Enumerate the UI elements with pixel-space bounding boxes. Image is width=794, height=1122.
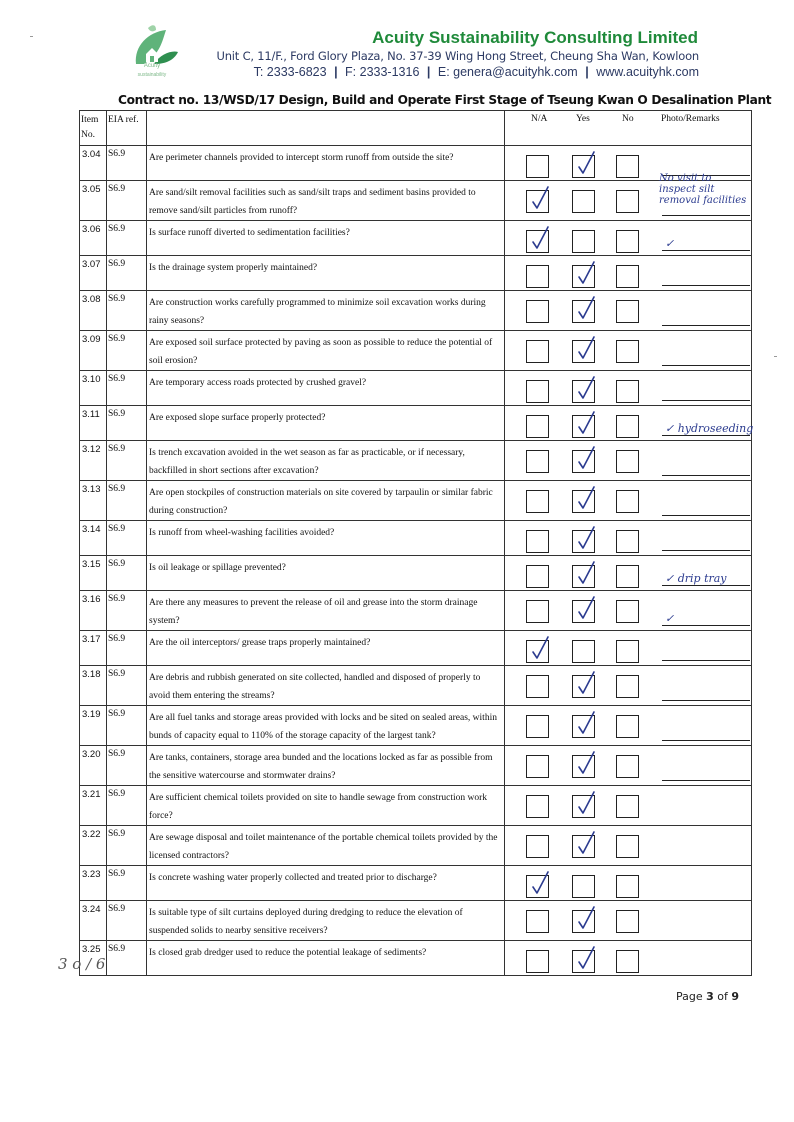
checkbox-na[interactable] — [526, 795, 549, 818]
question-text: Are sufficient chemical toilets provided on site to handle sewage from construction work force? — [147, 786, 505, 826]
eia-ref: S6.9 — [107, 901, 147, 941]
checkbox-yes[interactable] — [572, 755, 595, 778]
checkbox-na[interactable] — [526, 675, 549, 698]
table-row — [80, 556, 752, 591]
check-mark-icon — [575, 410, 597, 436]
checkbox-na[interactable] — [526, 380, 549, 403]
check-mark-icon — [529, 870, 551, 896]
checkbox-yes[interactable] — [572, 600, 595, 623]
checklist-body — [80, 146, 752, 976]
response-cell — [505, 221, 752, 256]
remark-line — [662, 250, 750, 251]
checkbox-no[interactable] — [616, 340, 639, 363]
question-text: Is the drainage system properly maintained? — [147, 256, 505, 291]
table-row — [80, 786, 752, 826]
remark-text[interactable]: ✓ hydroseeding — [665, 422, 754, 435]
check-mark-icon — [575, 295, 597, 321]
item-number: 3.23 — [80, 866, 107, 901]
response-cell — [505, 591, 752, 631]
item-number: 3.24 — [80, 901, 107, 941]
response-cell — [505, 521, 752, 556]
check-mark-icon — [529, 635, 551, 661]
question-text: Are there any measures to prevent the release of oil and grease into the storm drainage system? — [147, 591, 505, 631]
question-text: Is oil leakage or spillage prevented? — [147, 556, 505, 591]
header-no: No — [622, 114, 634, 124]
eia-ref: S6.9 — [107, 406, 147, 441]
header-eia-ref: EIA ref. — [107, 111, 147, 146]
remark-line — [662, 550, 750, 551]
checkbox-na[interactable] — [526, 910, 549, 933]
response-cell — [505, 866, 752, 901]
checkbox-na[interactable] — [526, 835, 549, 858]
table-row — [80, 591, 752, 631]
check-mark-icon — [575, 560, 597, 586]
scan-artifact — [30, 36, 33, 37]
eia-ref: S6.9 — [107, 441, 147, 481]
response-cell — [505, 631, 752, 666]
checkbox-na[interactable] — [526, 875, 549, 898]
checkbox-yes[interactable] — [572, 950, 595, 973]
check-mark-icon — [575, 335, 597, 361]
eia-ref: S6.9 — [107, 826, 147, 866]
response-cell — [505, 666, 752, 706]
response-cell — [505, 256, 752, 291]
item-number: 3.19 — [80, 706, 107, 746]
checkbox-na[interactable] — [526, 300, 549, 323]
response-cell — [505, 441, 752, 481]
checkbox-na[interactable] — [526, 640, 549, 663]
question-text: Is trench excavation avoided in the wet season as far as practicable, or if necessary, backfilled in short sections after excavation? — [147, 441, 505, 481]
remark-line — [662, 660, 750, 661]
checkbox-no[interactable] — [616, 490, 639, 513]
checkbox-no[interactable] — [616, 755, 639, 778]
eia-ref: S6.9 — [107, 256, 147, 291]
checkbox-na[interactable] — [526, 450, 549, 473]
eia-ref: S6.9 — [107, 556, 147, 591]
checkbox-no[interactable] — [616, 265, 639, 288]
check-mark-icon — [575, 905, 597, 931]
checkbox-na[interactable] — [526, 755, 549, 778]
checkbox-yes[interactable] — [572, 415, 595, 438]
remark-text[interactable]: ✓ drip tray — [665, 572, 727, 585]
item-number: 3.20 — [80, 746, 107, 786]
eia-ref: S6.9 — [107, 591, 147, 631]
question-text: Are tanks, containers, storage area bunded and the locations locked as far as possible from the sensitive watercourse and stormwater drains? — [147, 746, 505, 786]
table-row — [80, 371, 752, 406]
item-number: 3.06 — [80, 221, 107, 256]
response-cell — [505, 481, 752, 521]
checkbox-na[interactable] — [526, 600, 549, 623]
question-text: Are all fuel tanks and storage areas provided with locks and be sited on sealed areas, within bunds of capacity equal to 110% of the storage capacity of the largest tank? — [147, 706, 505, 746]
question-text: Are construction works carefully programmed to minimize soil excavation works during rainy seasons? — [147, 291, 505, 331]
header-na: N/A — [531, 114, 548, 124]
checkbox-no[interactable] — [616, 230, 639, 253]
remark-line — [662, 325, 750, 326]
item-number: 3.04 — [80, 146, 107, 181]
checkbox-no[interactable] — [616, 640, 639, 663]
table-row — [80, 331, 752, 371]
handwritten-note: 3 o / 6 — [58, 955, 106, 973]
eia-ref: S6.9 — [107, 746, 147, 786]
checkbox-yes[interactable] — [572, 300, 595, 323]
remark-line — [662, 285, 750, 286]
item-number: 3.25 — [80, 941, 107, 976]
checkbox-no[interactable] — [616, 380, 639, 403]
checkbox-na[interactable] — [526, 530, 549, 553]
current-page: 3 — [706, 990, 714, 1003]
response-cell — [505, 786, 752, 826]
check-mark-icon — [575, 525, 597, 551]
response-cell — [505, 173, 752, 221]
question-text: Are exposed slope surface properly protected? — [147, 406, 505, 441]
question-text: Are temporary access roads protected by crushed gravel? — [147, 371, 505, 406]
remark-line — [662, 215, 750, 216]
response-cell — [505, 941, 752, 976]
checkbox-no[interactable] — [616, 910, 639, 933]
checkbox-yes[interactable] — [572, 190, 595, 213]
checkbox-yes[interactable] — [572, 230, 595, 253]
header-yes: Yes — [576, 114, 590, 124]
response-cell — [505, 746, 752, 786]
header-item-no: Item No. — [80, 111, 107, 146]
table-row — [80, 256, 752, 291]
question-text: Is closed grab dredger used to reduce the potential leakage of sediments? — [147, 941, 505, 976]
question-text: Are debris and rubbish generated on site collected, handled and disposed of properly to avoid them entering the streams? — [147, 666, 505, 706]
eia-ref: S6.9 — [107, 666, 147, 706]
header-responses — [505, 111, 752, 146]
checkbox-yes[interactable] — [572, 835, 595, 858]
checkbox-no[interactable] — [616, 190, 639, 213]
email-link[interactable]: E: genera@acuityhk.com — [437, 65, 578, 79]
table-row — [80, 631, 752, 666]
check-mark-icon — [575, 375, 597, 401]
item-number: 3.05 — [80, 181, 107, 221]
eia-ref: S6.9 — [107, 481, 147, 521]
checkbox-yes[interactable] — [572, 640, 595, 663]
eia-ref: S6.9 — [107, 786, 147, 826]
remark-line — [662, 365, 750, 366]
eia-ref: S6.9 — [107, 631, 147, 666]
checkbox-no[interactable] — [616, 950, 639, 973]
check-mark-icon — [575, 750, 597, 776]
checkbox-yes[interactable] — [572, 565, 595, 588]
response-cell — [505, 406, 752, 441]
question-text: Is suitable type of silt curtains deployed during dredging to reduce the elevation of suspended solids to nearby sensitive receivers? — [147, 901, 505, 941]
table-row — [80, 146, 752, 181]
item-number: 3.22 — [80, 826, 107, 866]
checkbox-yes[interactable] — [572, 340, 595, 363]
checkbox-no[interactable] — [616, 415, 639, 438]
fax: F: 2333-1316 — [345, 65, 420, 79]
response-cell — [505, 706, 752, 746]
question-text: Are open stockpiles of construction materials on site covered by tarpaulin or similar fabric during construction? — [147, 481, 505, 521]
checkbox-na[interactable] — [526, 950, 549, 973]
checkbox-na[interactable] — [526, 415, 549, 438]
table-row — [80, 521, 752, 556]
remark-line — [662, 475, 750, 476]
check-mark-icon — [575, 485, 597, 511]
website-link[interactable]: www.acuityhk.com — [596, 65, 699, 79]
response-cell — [505, 826, 752, 866]
remark-line — [662, 780, 750, 781]
eia-ref: S6.9 — [107, 331, 147, 371]
checkbox-no[interactable] — [616, 835, 639, 858]
table-row — [80, 866, 752, 901]
checkbox-no[interactable] — [616, 795, 639, 818]
check-mark-icon — [575, 670, 597, 696]
table-row — [80, 441, 752, 481]
checkbox-yes[interactable] — [572, 795, 595, 818]
header-question — [147, 111, 505, 146]
company-address: Unit C, 11/F., Ford Glory Plaza, No. 37-39 Wing Hong Street, Cheung Sha Wan, Kowloon — [216, 49, 699, 63]
checkbox-no[interactable] — [616, 565, 639, 588]
question-text: Are perimeter channels provided to intercept storm runoff from outside the site? — [147, 146, 505, 181]
checkbox-na[interactable] — [526, 155, 549, 178]
check-mark-icon — [575, 260, 597, 286]
checkbox-no[interactable] — [616, 715, 639, 738]
remark-line — [662, 400, 750, 401]
remark-line — [662, 585, 750, 586]
separator: | — [426, 65, 431, 79]
checkbox-yes[interactable] — [572, 530, 595, 553]
remark-text[interactable]: ✓ — [665, 237, 675, 250]
checkbox-no[interactable] — [616, 875, 639, 898]
check-mark-icon — [575, 150, 597, 176]
table-row — [80, 181, 752, 221]
remark-line — [662, 700, 750, 701]
scan-artifact — [774, 356, 777, 357]
remark-line — [662, 435, 750, 436]
item-number: 3.15 — [80, 556, 107, 591]
check-mark-icon — [529, 185, 551, 211]
eia-ref: S6.9 — [107, 521, 147, 556]
checkbox-yes[interactable] — [572, 155, 595, 178]
table-row — [80, 481, 752, 521]
checkbox-yes[interactable] — [572, 875, 595, 898]
company-name: Acuity Sustainability Consulting Limited — [372, 28, 698, 47]
checkbox-yes[interactable] — [572, 490, 595, 513]
contract-title: Contract no. 13/WSD/17 Design, Build and Operate First Stage of Tseung Kwan O Desalination Plant — [118, 93, 772, 107]
table-row — [80, 901, 752, 941]
check-mark-icon — [575, 790, 597, 816]
checkbox-yes[interactable] — [572, 715, 595, 738]
checkbox-no[interactable] — [616, 530, 639, 553]
check-mark-icon — [575, 945, 597, 971]
page-number: Page 3 of 9 — [676, 990, 740, 1003]
question-text: Is concrete washing water properly collected and treated prior to discharge? — [147, 866, 505, 901]
logo-tagline: sustainability — [137, 72, 167, 78]
table-row — [80, 291, 752, 331]
company-contact — [254, 65, 699, 79]
remark-line — [662, 515, 750, 516]
eia-ref: S6.9 — [107, 291, 147, 331]
check-mark-icon — [575, 710, 597, 736]
eia-ref: S6.9 — [107, 221, 147, 256]
question-text: Are sewage disposal and toilet maintenance of the portable chemical toilets provided by the licensed contractors? — [147, 826, 505, 866]
response-cell — [505, 901, 752, 941]
table-row — [80, 746, 752, 786]
table-row — [80, 706, 752, 746]
leaf-house-icon — [126, 24, 186, 68]
total-pages: 9 — [731, 990, 740, 1003]
separator: | — [585, 65, 589, 79]
eia-ref: S6.9 — [107, 181, 147, 221]
checklist-table-container — [79, 110, 754, 976]
remark-line — [662, 740, 750, 741]
item-number: 3.14 — [80, 521, 107, 556]
logo-wordmark: Acuity — [143, 63, 161, 69]
telephone: T: 2333-6823 — [253, 65, 327, 79]
table-row — [80, 826, 752, 866]
table-header-row — [80, 111, 752, 146]
item-number: 3.18 — [80, 666, 107, 706]
item-number: 3.09 — [80, 331, 107, 371]
item-number: 3.12 — [80, 441, 107, 481]
eia-ref: S6.9 — [107, 866, 147, 901]
item-number: 3.16 — [80, 591, 107, 631]
response-cell — [505, 556, 752, 591]
checkbox-yes[interactable] — [572, 380, 595, 403]
item-number: 3.08 — [80, 291, 107, 331]
checkbox-na[interactable] — [526, 340, 549, 363]
item-number: 3.17 — [80, 631, 107, 666]
item-number: 3.10 — [80, 371, 107, 406]
check-mark-icon — [575, 830, 597, 856]
checkbox-no[interactable] — [616, 300, 639, 323]
response-cell — [505, 291, 752, 331]
header-remarks: Photo/Remarks — [661, 114, 720, 124]
item-number: 3.13 — [80, 481, 107, 521]
item-number: 3.07 — [80, 256, 107, 291]
response-cell — [505, 331, 752, 371]
table-row — [80, 221, 752, 256]
response-cell — [505, 371, 752, 406]
checkbox-no[interactable] — [616, 155, 639, 178]
separator: | — [334, 65, 338, 79]
table-row — [80, 941, 752, 976]
item-number: 3.11 — [80, 406, 107, 441]
checkbox-na[interactable] — [526, 265, 549, 288]
checkbox-no[interactable] — [616, 600, 639, 623]
checklist-table — [79, 110, 752, 976]
remark-text[interactable]: ✓ — [665, 612, 675, 625]
checkbox-yes[interactable] — [572, 910, 595, 933]
question-text: Are exposed soil surface protected by paving as soon as possible to reduce the potential of soil erosion? — [147, 331, 505, 371]
checkbox-yes[interactable] — [572, 675, 595, 698]
checkbox-yes[interactable] — [572, 450, 595, 473]
checkbox-no[interactable] — [616, 675, 639, 698]
item-number: 3.21 — [80, 786, 107, 826]
table-row — [80, 666, 752, 706]
question-text: Are the oil interceptors/ grease traps properly maintained? — [147, 631, 505, 666]
checkbox-na[interactable] — [526, 190, 549, 213]
question-text: Is runoff from wheel-washing facilities avoided? — [147, 521, 505, 556]
checkbox-na[interactable] — [526, 715, 549, 738]
checkbox-na[interactable] — [526, 565, 549, 588]
checkbox-no[interactable] — [616, 450, 639, 473]
table-row — [80, 406, 752, 441]
eia-ref: S6.9 — [107, 941, 147, 976]
remark-line — [662, 625, 750, 626]
eia-ref: S6.9 — [107, 371, 147, 406]
question-text: Are sand/silt removal facilities such as sand/silt traps and sediment basins provided to remove sand/silt particles from runoff? — [147, 181, 505, 221]
question-text: Is surface runoff diverted to sedimentation facilities? — [147, 221, 505, 256]
check-mark-icon — [575, 595, 597, 621]
checkbox-na[interactable] — [526, 230, 549, 253]
eia-ref: S6.9 — [107, 706, 147, 746]
checkbox-na[interactable] — [526, 490, 549, 513]
remark-text[interactable]: No visit to inspect silt removal facilities — [659, 173, 747, 206]
check-mark-icon — [575, 445, 597, 471]
check-mark-icon — [529, 225, 551, 251]
eia-ref: S6.9 — [107, 146, 147, 181]
checkbox-yes[interactable] — [572, 265, 595, 288]
